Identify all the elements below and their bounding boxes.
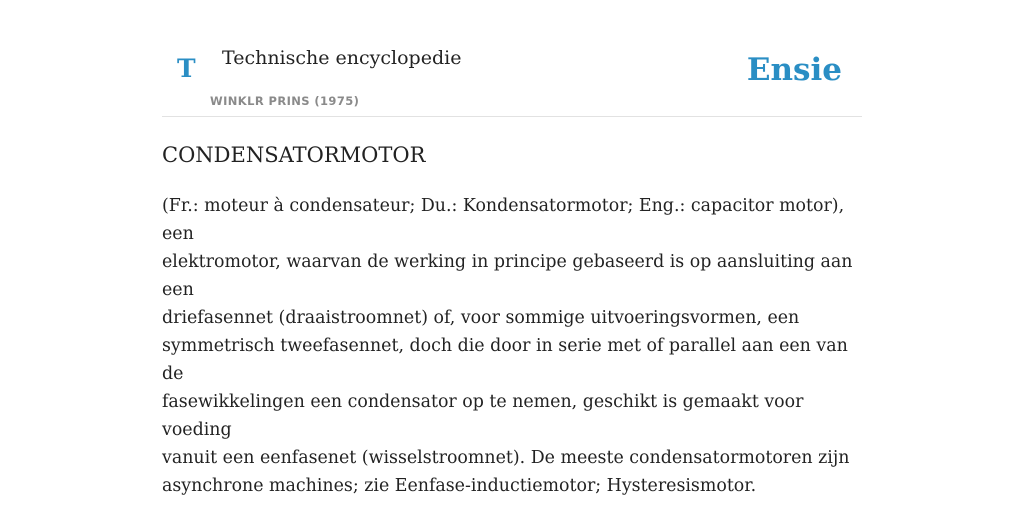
entry-body-line: vanuit een eenfasenet (wisselstroomnet). De meeste condensatormotoren zijn: [162, 448, 850, 468]
entry-title: CONDENSATORMOTOR: [162, 143, 426, 167]
entry-body: [162, 192, 862, 500]
entry-body-line: symmetrisch tweefasennet, doch die door in serie met of parallel aan een van de: [162, 336, 848, 384]
book-title-link[interactable]: Technische encyclopedie: [222, 47, 462, 69]
encyclopedia-logo-icon[interactable]: T: [177, 54, 196, 83]
entry-body-line: (Fr.: moteur à condensateur; Du.: Kondensatormotor; Eng.: capacitor motor), een: [162, 196, 845, 244]
ensie-logo[interactable]: Ensie: [746, 52, 842, 88]
entry-body-line: elektromotor, waarvan de werking in principe gebaseerd is op aansluiting aan een: [162, 252, 853, 300]
entry-body-line: asynchrone machines; zie Eenfase-inductiemotor; Hysteresismotor.: [162, 476, 757, 496]
entry-body-line: fasewikkelingen een condensator op te nemen, geschikt is gemaakt voor voeding: [162, 392, 804, 440]
entry-body-line: driefasennet (draaistroomnet) of, voor sommige uitvoeringsvormen, een: [162, 308, 800, 328]
publisher-label: WINKLR PRINS (1975): [210, 94, 360, 108]
header: [162, 0, 862, 117]
